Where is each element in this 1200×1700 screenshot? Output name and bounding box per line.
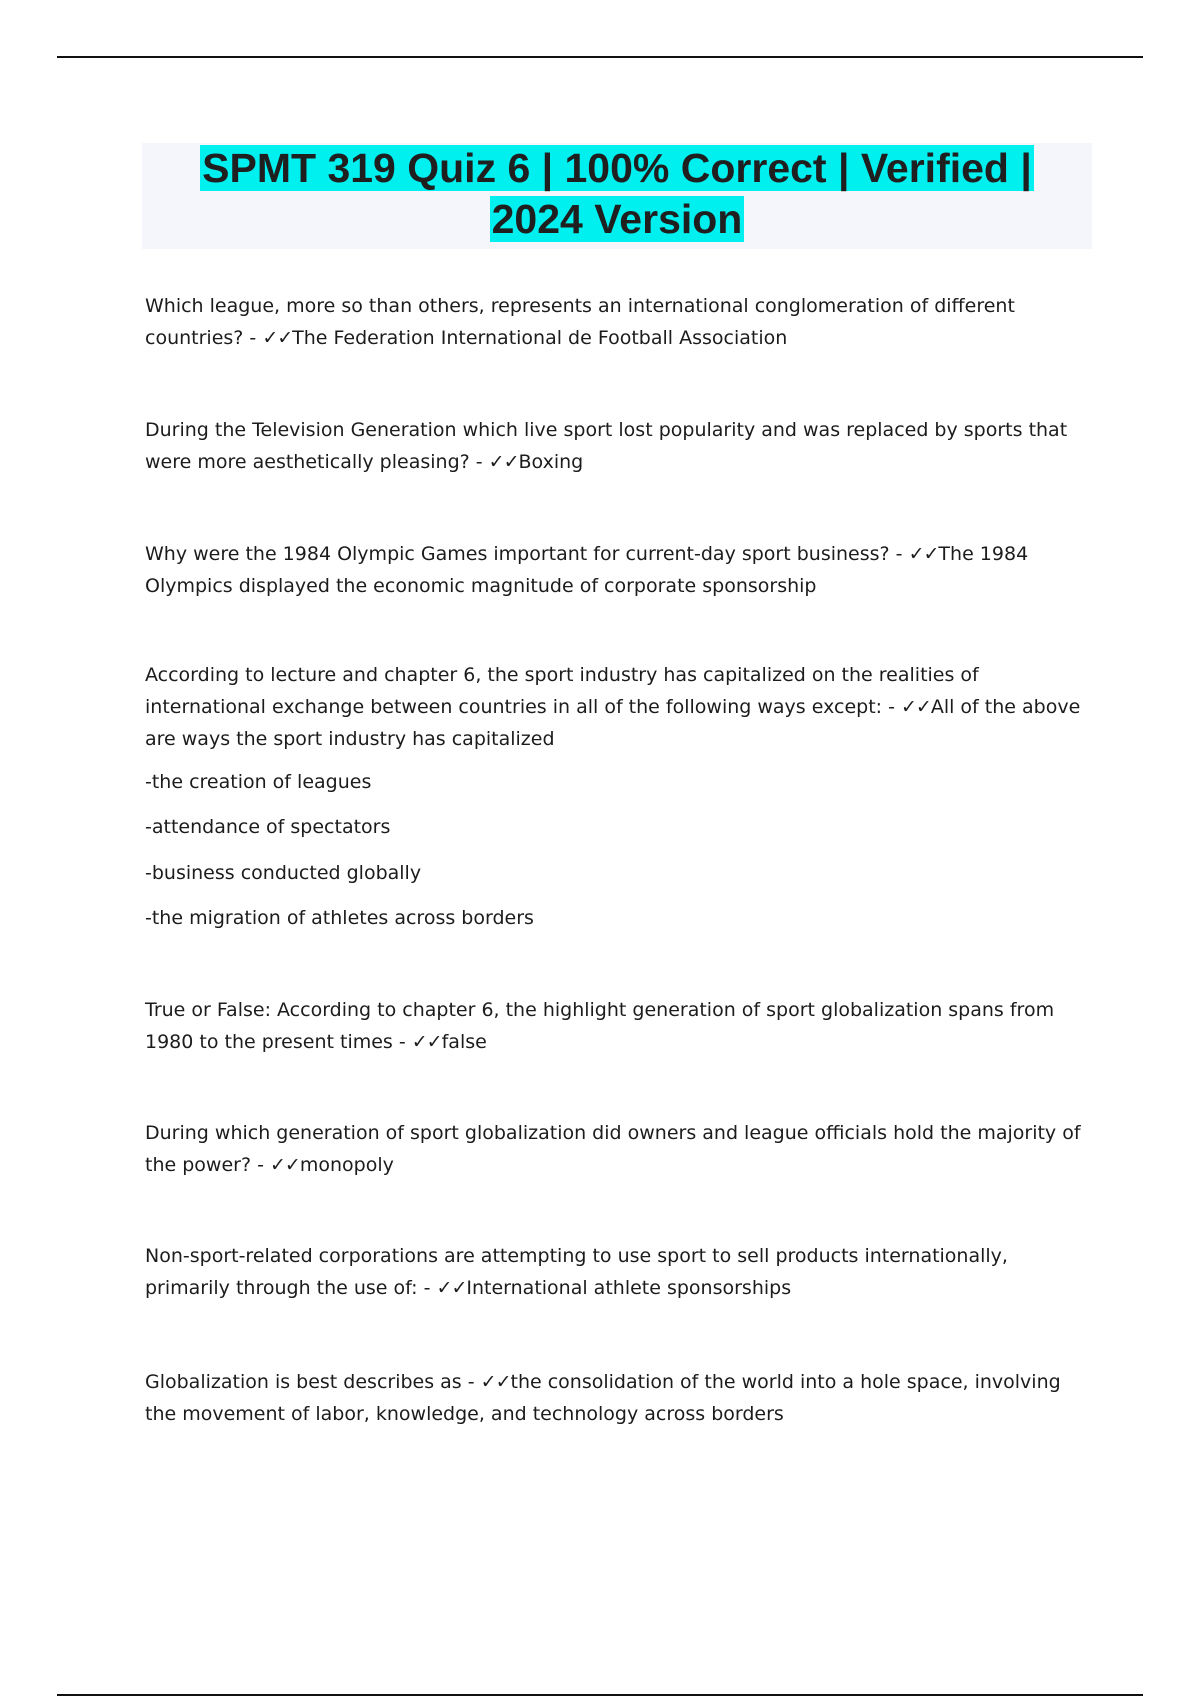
qa-item-3 bbox=[145, 538, 1090, 602]
option-item-4: -the migration of athletes across borders bbox=[145, 907, 534, 929]
answer-text: The Federation International de Football Association bbox=[292, 327, 788, 349]
qa-item-2 bbox=[145, 414, 1090, 478]
qa-item-8 bbox=[145, 1366, 1090, 1430]
title-line-1: SPMT 319 Quiz 6 | 100% Correct | Verified | bbox=[202, 145, 1032, 191]
answer-text: All of the above are ways the sport industry has capitalized bbox=[145, 696, 1081, 750]
question-text: Why were the 1984 Olympic Games important for current-day sport business? - bbox=[145, 543, 903, 565]
answer-text: the consolidation of the world into a hole space, involving the movement of labor, knowledge, and technology across borders bbox=[145, 1371, 1061, 1425]
question-text: During which generation of sport globalization did owners and league officials hold the majority of the power? - bbox=[145, 1122, 1081, 1176]
check-icon: ✓✓ bbox=[269, 1154, 300, 1176]
check-icon: ✓✓ bbox=[488, 451, 519, 473]
check-icon: ✓✓ bbox=[411, 1031, 442, 1053]
qa-item-4 bbox=[145, 659, 1090, 755]
qa-item-6 bbox=[145, 1117, 1090, 1181]
check-icon: ✓✓ bbox=[262, 327, 293, 349]
check-icon: ✓✓ bbox=[900, 696, 931, 718]
qa-item-5 bbox=[145, 994, 1090, 1058]
bottom-rule bbox=[57, 1694, 1143, 1696]
check-icon: ✓✓ bbox=[908, 543, 939, 565]
option-item-1: -the creation of leagues bbox=[145, 771, 372, 793]
qa-item-7 bbox=[145, 1240, 1090, 1304]
answer-text: monopoly bbox=[299, 1154, 394, 1176]
question-text: True or False: According to chapter 6, the highlight generation of sport globalization spans from 1980 to the present times - bbox=[145, 999, 1055, 1053]
option-item-3: -business conducted globally bbox=[145, 862, 422, 884]
top-rule bbox=[57, 56, 1143, 58]
question-text: According to lecture and chapter 6, the sport industry has capitalized on the realities of international exchange between countries in all of the following ways except: - bbox=[145, 664, 979, 718]
answer-text: false bbox=[441, 1031, 487, 1053]
answer-text: International athlete sponsorships bbox=[466, 1277, 792, 1299]
page-title bbox=[142, 143, 1092, 249]
qa-item-1 bbox=[145, 290, 1090, 354]
check-icon: ✓✓ bbox=[480, 1371, 511, 1393]
answer-text: Boxing bbox=[518, 451, 584, 473]
question-text: Which league, more so than others, represents an international conglomeration of different countries? - bbox=[145, 295, 1015, 349]
title-line-2: 2024 Version bbox=[491, 196, 743, 242]
answer-text: The 1984 Olympics displayed the economic magnitude of corporate sponsorship bbox=[145, 543, 1029, 597]
question-text: Non-sport-related corporations are attempting to use sport to sell products internationally, primarily through the use of: - bbox=[145, 1245, 1008, 1299]
option-item-2: -attendance of spectators bbox=[145, 816, 391, 838]
check-icon: ✓✓ bbox=[436, 1277, 467, 1299]
question-text: During the Television Generation which live sport lost popularity and was replaced by sports that were more aesthetically pleasing? - bbox=[145, 419, 1068, 473]
question-text: Globalization is best describes as - bbox=[145, 1371, 475, 1393]
